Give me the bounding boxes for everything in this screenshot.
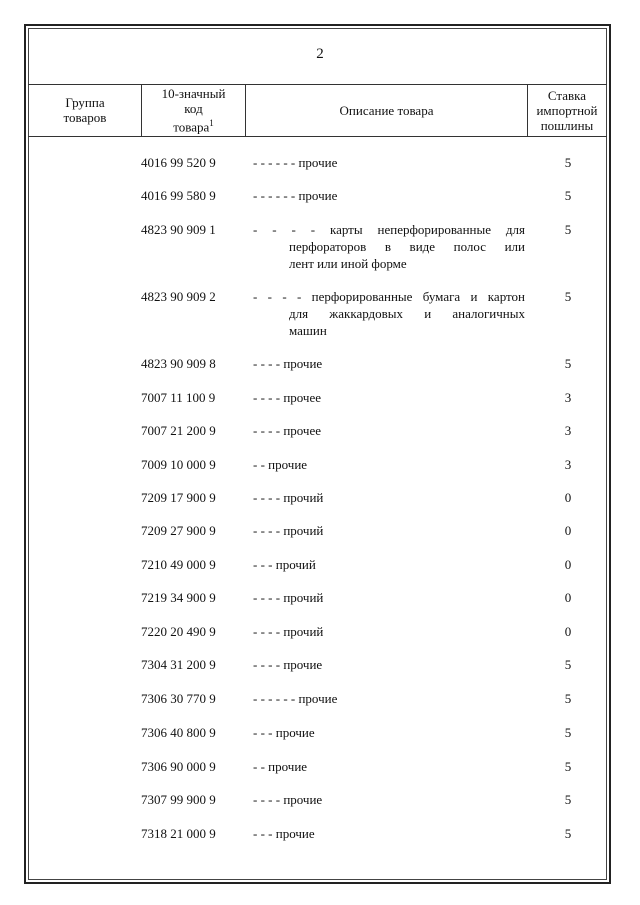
item-code: 7306 90 000 9 — [141, 759, 216, 774]
item-description — [253, 489, 525, 506]
header-rate — [528, 86, 606, 134]
item-description — [253, 556, 525, 573]
item-description — [253, 389, 525, 406]
item-rate: 0 — [564, 490, 572, 505]
item-description — [253, 221, 525, 272]
item-code: 7306 30 770 9 — [141, 691, 216, 706]
item-code: 7219 34 900 9 — [141, 590, 216, 605]
header-code-line: код — [184, 100, 203, 116]
item-rate: 0 — [564, 590, 572, 605]
item-rate: 0 — [564, 557, 572, 572]
description-line: - - прочие — [253, 759, 308, 774]
item-rate: 5 — [564, 759, 572, 774]
item-rate: 0 — [564, 523, 572, 538]
item-rate: 5 — [564, 155, 572, 170]
item-rate: 5 — [564, 792, 572, 807]
description-line: - - - - карты неперфорированные для — [253, 222, 525, 237]
item-description — [253, 825, 525, 842]
item-rate: 5 — [564, 725, 572, 740]
header-code-line: 10-значный — [161, 85, 226, 101]
item-rate: 0 — [564, 624, 572, 639]
item-description — [253, 422, 525, 439]
description-line: - - - прочие — [253, 826, 315, 841]
description-line: - - - - прочий — [253, 490, 324, 505]
header-group-line: товаров — [63, 110, 107, 125]
item-rate: 3 — [564, 457, 572, 472]
item-description — [253, 187, 525, 204]
item-code: 7209 27 900 9 — [141, 523, 216, 538]
item-description — [253, 355, 525, 372]
description-line: лент или иной форме — [289, 256, 407, 271]
item-rate: 5 — [564, 691, 572, 706]
header-code — [142, 86, 245, 134]
description-line: для жаккардовых и аналогичных — [289, 306, 525, 321]
item-rate: 5 — [564, 289, 572, 304]
item-rate: 3 — [564, 423, 572, 438]
item-description — [253, 791, 525, 808]
item-rate: 5 — [564, 826, 572, 841]
item-code: 7007 21 200 9 — [141, 423, 216, 438]
footnote-marker: 1 — [209, 117, 214, 128]
item-rate: 5 — [564, 657, 572, 672]
item-code: 7210 49 000 9 — [141, 557, 216, 572]
description-line: - - - - прочий — [253, 624, 324, 639]
item-description — [253, 758, 525, 775]
item-code: 7304 31 200 9 — [141, 657, 216, 672]
item-rate: 5 — [564, 222, 572, 237]
header-rate-line: пошлины — [540, 117, 594, 133]
description-line: - - - - - - прочие — [253, 691, 338, 706]
item-rate: 5 — [564, 356, 572, 371]
description-line: - - - - прочие — [253, 657, 323, 672]
item-code: 4016 99 580 9 — [141, 188, 216, 203]
item-description — [253, 623, 525, 640]
header-description-label: Описание товара — [339, 102, 434, 118]
item-code: 7007 11 100 9 — [141, 390, 216, 405]
item-code: 7209 17 900 9 — [141, 490, 216, 505]
item-code: 7306 40 800 9 — [141, 725, 216, 740]
description-line: - - - - прочее — [253, 423, 322, 438]
description-line: - - - - прочий — [253, 590, 324, 605]
description-line: - - - - прочие — [253, 356, 323, 371]
item-description — [253, 690, 525, 707]
item-rate: 3 — [564, 390, 572, 405]
item-description — [253, 456, 525, 473]
description-line: - - - - - - прочие — [253, 188, 338, 203]
item-description — [253, 288, 525, 339]
item-description — [253, 656, 525, 673]
header-description — [246, 86, 527, 134]
item-description — [253, 522, 525, 539]
description-line: перфораторов в виде полос или — [289, 239, 525, 254]
description-line: - - - прочие — [253, 725, 315, 740]
header-rate-line: импортной — [536, 102, 598, 118]
item-code: 4016 99 520 9 — [141, 155, 216, 170]
header-top-rule — [28, 84, 607, 85]
description-line: - - - - - - прочие — [253, 155, 338, 170]
item-description — [253, 589, 525, 606]
description-line: - - - прочий — [253, 557, 316, 572]
item-code: 7318 21 000 9 — [141, 826, 216, 841]
page-number: 2 — [316, 46, 324, 62]
item-code: 4823 90 909 2 — [141, 289, 216, 304]
item-description — [253, 154, 525, 171]
item-code: 7307 99 900 9 — [141, 792, 216, 807]
description-line: - - - - прочий — [253, 523, 324, 538]
header-bottom-rule — [28, 136, 607, 137]
description-line: - - - - прочее — [253, 390, 322, 405]
description-line: машин — [289, 323, 327, 338]
item-description — [253, 724, 525, 741]
header-group — [29, 86, 141, 134]
description-line: - - - - прочие — [253, 792, 323, 807]
item-code: 4823 90 909 8 — [141, 356, 216, 371]
header-group-line: Группа — [65, 95, 105, 110]
item-code: 7009 10 000 9 — [141, 457, 216, 472]
item-code: 4823 90 909 1 — [141, 222, 216, 237]
item-rate: 5 — [564, 188, 572, 203]
header-rate-line: Ставка — [547, 87, 587, 103]
header-code-line: товара — [173, 119, 210, 135]
item-code: 7220 20 490 9 — [141, 624, 216, 639]
description-line: - - прочие — [253, 457, 308, 472]
description-line: - - - - перфорированные бумага и картон — [253, 289, 525, 304]
